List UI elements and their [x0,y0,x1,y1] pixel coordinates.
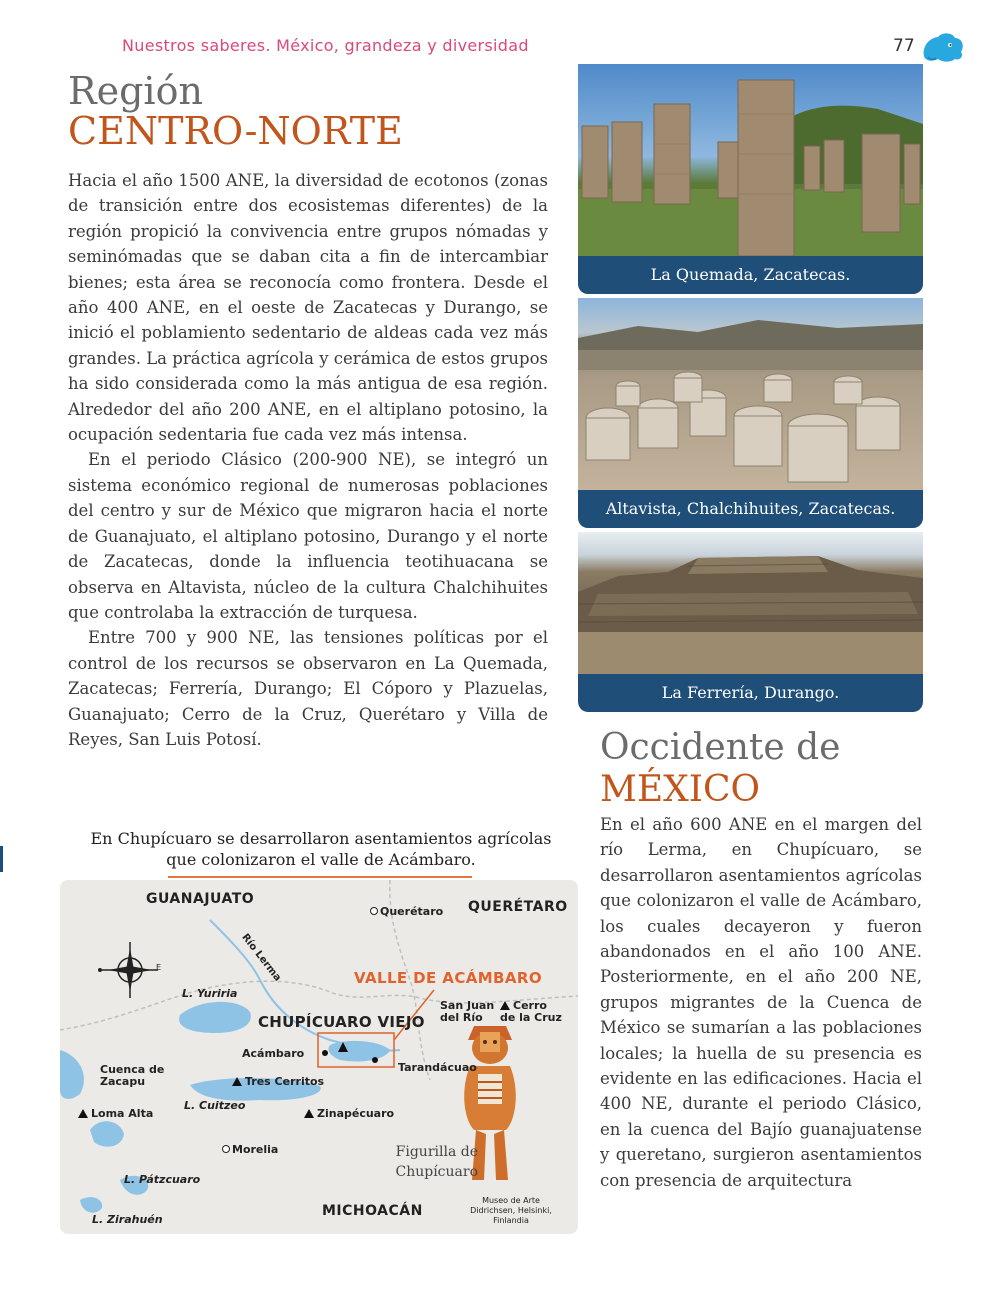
running-head: Nuestros saberes. México, grandeza y diversidad [122,36,529,55]
label-michoacan: MICHOACÁN [322,1203,423,1219]
label-san-juan-del-rio: San Juan del Río [440,999,495,1025]
label-zirahuen: L. Zirahuén [92,1213,163,1226]
map-caption: En Chupícuaro se desarrollaron asentamientos agrícolas que colonizaron el valle de Acámbaro. [90,829,552,869]
label-acambaro: Acámbaro [242,1047,305,1060]
la-ferreria-image [578,532,923,674]
section-title-occidente: Occidente de [600,727,841,768]
occidente-text [600,812,922,1193]
la-quemada-image [578,64,923,256]
altavista-image [578,298,923,490]
label-loma-alta: Loma Alta [78,1108,153,1120]
photo-altavista [578,298,923,530]
paragraph-2: En el periodo Clásico (200-900 NE), se integró un sistema económico regional de numerosas poblaciones del centro y sur de México que migraron hacia el norte de Guanajuato, el altiplano potosino, Durango y el norte de Zacatecas, donde la influencia teotihuacana se observa en Altavista, núcleo de la cultura Chalchihuites que controlaba la extracción de turquesa. [68,450,548,622]
section-title-mexico: MÉXICO [600,769,761,810]
label-cuenca-de-zacapu: Cuenca de Zacapu [100,1063,165,1089]
photo-la-ferreria [578,532,923,712]
paragraph-3: Entre 700 y 900 NE, las tensiones políticas por el control de los recursos se observaron en La Quemada, Zacatecas; Ferrería, Durango; El Cóporo y Plazuelas, Guanajuato; Cerro de la Cruz, Querétaro y Villa de Reyes, San Luis Potosí. [68,628,548,749]
label-cuitzeo: L. Cuitzeo [184,1099,246,1112]
site-triangle-icon [304,1109,314,1118]
label-yuriria: L. Yuriria [182,987,238,1000]
label-queretaro-state: QUERÉTARO [468,899,568,915]
site-triangle-icon [500,1001,510,1010]
paragraph-1: Hacia el año 1500 ANE, la diversidad de ecotonos (zonas de transición entre dos ecosistemas diferentes) de la región propició la convivencia entre grupos nómadas y seminómadas que se daban cita a fin de intercambiar bienes; esta área se reconocía como frontera. Desde el año 400 ANE, en el oeste de Zacatecas y Durango, se inició el poblamiento sedentario de aldeas cada vez más grandes. La práctica agrícola y cerámica de estos grupos ha sido considerada como la más antigua de esa región. Alrededor del año 200 ANE, en el altiplano potosino, la ocupación sedentaria fue cada vez más intensa. [68,171,548,445]
photo-la-quemada [578,64,923,296]
caption-altavista: Altavista, Chalchihuites, Zacatecas. [578,490,923,528]
site-triangle-icon [78,1109,88,1118]
label-valle-acambaro: VALLE DE ACÁMBARO [354,969,543,987]
label-tres-cerritos: Tres Cerritos [232,1076,324,1088]
section-title-centro-norte: CENTRO-NORTE [68,109,403,153]
city-circle-icon [370,907,378,915]
label-rio-lerma: Río Lerma [239,932,283,984]
compass-icon [98,942,158,998]
site-triangle-icon [232,1077,242,1086]
label-chupicuaro-viejo: CHUPÍCUARO VIEJO [258,1013,425,1031]
label-patzcuaro: L. Pátzcuaro [124,1173,201,1186]
caption-la-quemada: La Quemada, Zacatecas. [578,256,923,294]
paragraph-occidente: En el año 600 ANE en el margen del río Lerma, en Chupícuaro, se desarrollaron asentamientos agrícolas que colonizaron el valle de Acámbaro, los cuales decayeron y fueron abandonados en el año 100 ANE. Posteriormente, en el año 200 NE, grupos migrantes de la Cuenca de México se sumarían a las poblaciones locales; la huella de su presencia es evidente en las edificaciones. Hacia el 400 NE, durante el periodo Clásico, en la cuenca del Bajío guanajuatense y queretano, surgieron asentamientos con presencia de arquitectura [600,815,922,1190]
caption-la-ferreria: La Ferrería, Durango. [578,674,923,712]
map-caption-rule [168,876,472,878]
page-edge-marker [0,846,3,872]
label-cerro-de-la-cruz: Cerro de la Cruz [500,999,562,1025]
section-title-region: Región [68,69,203,113]
label-tarandacuao: Tarandácuao [398,1061,477,1074]
label-figurilla: Figurilla de Chupícuaro [395,1144,478,1180]
city-circle-icon [222,1145,230,1153]
label-museum: Museo de Arte Didrichsen, Helsinki, Finlandia [470,1196,552,1225]
blue-mascot-icon [920,30,966,64]
label-morelia: Morelia [222,1144,278,1156]
label-queretaro-city: Querétaro [370,906,443,918]
label-zinapecuaro: Zinapécuaro [304,1108,394,1120]
centro-norte-text [68,168,548,752]
map-chupicuaro [60,880,578,1234]
page-number: 77 [893,36,915,56]
label-guanajuato: GUANAJUATO [146,891,255,907]
label-compass-e: E [156,963,162,972]
